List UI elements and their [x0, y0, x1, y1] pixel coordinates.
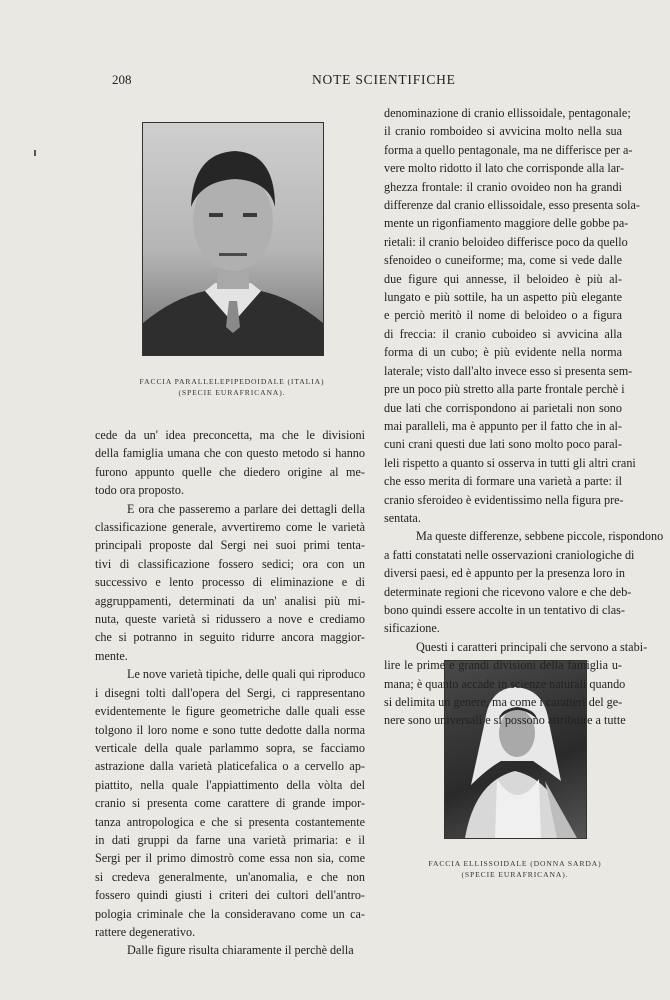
portrait-man-drawing [143, 123, 323, 355]
text-line: rattere degenerativo. [95, 924, 196, 939]
text-line: Questi i caratteri principali che servono a stabi- [416, 639, 648, 654]
text-line: astrazione dalla varietà platicefalica o a cervello ap- [95, 759, 365, 774]
text-line: cranio sferoideo è evidentissimo nella figura pre- [384, 492, 624, 507]
text-line: bono quindi essere accolte in un tentativo di clas- [384, 602, 625, 617]
left-column-paragraph [95, 941, 365, 959]
text-line: cede da un' idea preconcetta, ma che le divisioni [95, 428, 365, 442]
text-line: Le nove varietà tipiche, delle quali qui riproduco [127, 667, 366, 682]
text-line: piattito, nella quale l'appiattimento della vòlta del [95, 777, 365, 792]
text-line: principali proposte dal Sergi nei suoi primi tenta- [95, 538, 365, 553]
text-line: rietali: il cranio beloideo differisce poco da quello [384, 234, 628, 249]
left-column-paragraph [95, 665, 365, 941]
text-line: due figure qui annesse, il beloideo è più al- [384, 271, 622, 286]
text-line: mente. [95, 648, 128, 663]
text-line: evidentemente le figure geometriche dalle quali esse [95, 704, 365, 719]
text-line: diversi paesi, ed è appunto per la presenza loro in [384, 566, 625, 581]
text-line: differenze dal cranio ellissoidale, esso presenta sola- [384, 198, 640, 213]
text-line: si delimita un genere, ma come i caratteri del ge- [384, 695, 623, 709]
text-line: successivo e lento processo di eliminazione e di [95, 575, 365, 590]
text-line: due lati che corrispondono ai parietali non sono [384, 400, 622, 415]
figure-caption-2 [420, 858, 610, 880]
text-line: Sergi per il primo dimostrò come essa non sia, come [95, 851, 365, 866]
left-column-paragraph [95, 500, 365, 666]
text-line: sfenoideo o cuneiforme; ma, come si vede dalle [384, 253, 622, 268]
text-line: vere molto ridotto il lato che corrisponde alla lar- [384, 161, 625, 176]
text-line: classificazione generale, avvertiremo come le varietà [95, 520, 365, 535]
right-column-paragraph [384, 104, 640, 527]
left-text-column [95, 426, 365, 960]
text-line: della famiglia umana che con questo metodo si hanno [95, 446, 365, 461]
caption-2-line-2: (SPECIE EURAFRICANA). [461, 870, 569, 879]
text-line: in dati gruppi da farne una varietà primaria: e il [95, 832, 365, 847]
text-line: verticale della quale parlammo sopra, se facciamo [95, 740, 365, 755]
text-line: fossero quindi giusti i criteri dei cultori dell'antro- [95, 888, 365, 903]
text-line: determinate regioni che ricevono valore e che deb- [384, 584, 632, 599]
text-line: tolgono il loro nome e sono tutte dedotte dalla norma [95, 722, 365, 737]
text-line: cuni crani questi due lati sono molto poco paral- [384, 437, 622, 452]
text-line: lungato e più sottile, ha un aspetto più elegante [384, 290, 622, 305]
page-number: 208 [112, 72, 132, 87]
text-line: sificazione. [384, 621, 440, 636]
text-line: denominazione di cranio ellissoidale, pentagonale; [384, 106, 631, 120]
text-line: tivi di classificazione fossero sedici; ora con un [95, 556, 365, 571]
right-column-paragraph [384, 527, 664, 637]
text-line: pre un poco più stretto alla parte frontale perchè i [384, 382, 625, 397]
text-line: i disegni tolti dall'opera del Sergi, ci rappresentano [95, 685, 365, 700]
text-line: ghezza frontale: il cranio ovoideo non ha grandi [384, 179, 622, 194]
caption-1-line-1: FACCIA PARALLELEPIPEDOIDALE (ITALIA) [139, 377, 325, 386]
text-line: sentata. [384, 510, 421, 525]
text-line: furono appunto quelle che diedero origine al me- [95, 464, 365, 479]
text-line: leli rispetto a quanto si osserva in tutti gli altri crani [384, 455, 636, 470]
text-line: nuta, queste varietà si ridussero a nove e crediamo [95, 612, 365, 627]
text-line: mana; è quanto accade in scienze naturali quando [384, 676, 626, 691]
caption-1-line-2: (SPECIE EURAFRICANA). [178, 388, 286, 397]
left-column-paragraph [95, 426, 365, 500]
text-line: nere sono universali e si possono attribuire a tutte [384, 713, 626, 728]
text-line: Ma queste differenze, sebbene piccole, rispondono [416, 529, 664, 544]
text-line: il cranio romboideo si avvicina molto nella sua [384, 124, 622, 139]
caption-2-line-1: FACCIA ELLISSOIDALE (DONNA SARDA) [428, 859, 602, 868]
text-line: cranio si presenta come carattere di grande impor- [95, 796, 365, 811]
text-line: di freccia: il cranio cuboideo si avvicina alla [384, 326, 622, 341]
figure-caption-1 [120, 376, 344, 398]
portrait-photo-man [142, 122, 324, 356]
text-line: tanza antropologica e che si presenta costantemente [95, 814, 365, 829]
text-line: lire le prime e grandi divisioni della famiglia u- [384, 658, 622, 673]
text-line: a fatti constatati nelle osservazioni craniologiche di [384, 547, 635, 562]
running-title: NOTE SCIENTIFICHE [312, 72, 456, 87]
text-line: mente un rigonfiamento maggiore delle gobbe pa- [384, 216, 629, 231]
text-line: e perciò meritò il nome di beloideo o a figura [384, 308, 622, 323]
text-line: pologia criminale che la consideravano come un ca- [95, 906, 365, 921]
text-line: forma di un cubo; è più evidente nella norma [384, 345, 622, 360]
text-line: che si potranno in seguito ridurre ancora maggior- [95, 630, 365, 645]
text-line: si credeva generalmente, un'anomalia, e che non [95, 869, 365, 884]
text-line: che esso merita di formare una varietà a parte: il [384, 474, 622, 489]
ink-speck [34, 150, 36, 156]
text-line: E ora che passeremo a parlare dei dettagli della [127, 501, 365, 516]
text-line: Dalle figure risulta chiaramente il perchè della [127, 943, 354, 958]
text-line: todo ora proposto. [95, 483, 185, 498]
text-line: mai paralleli, ma è appunto per il fatto che in al- [384, 418, 622, 433]
text-line: aggruppamenti, determinati da un' analisi più mi- [95, 593, 365, 608]
right-column-paragraph [384, 638, 648, 730]
right-text-column [384, 104, 664, 730]
text-line: laterale; visto dall'alto invece esso si presenta sem- [384, 363, 633, 378]
text-line: forma a quello pentagonale, ma ne differisce per a- [384, 142, 633, 157]
